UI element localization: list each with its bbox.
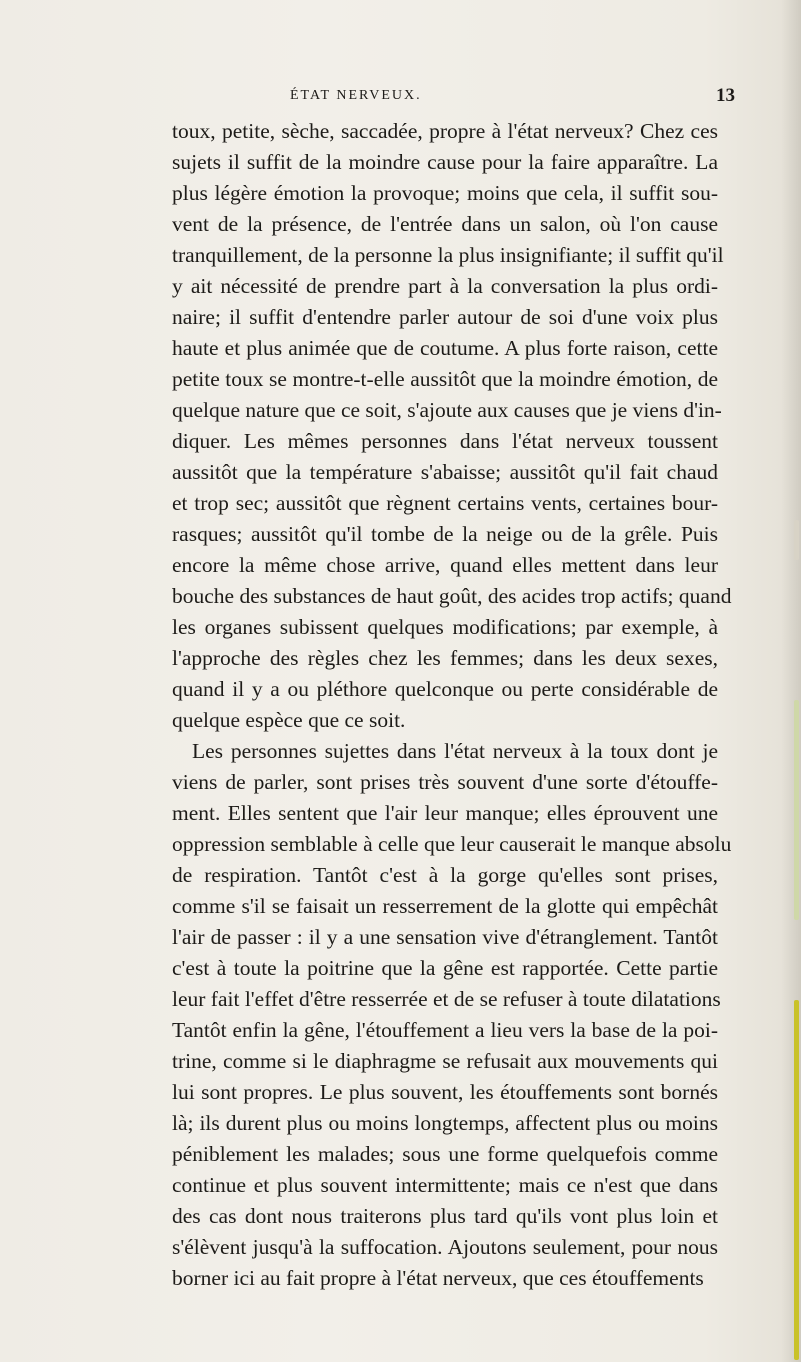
text-line: toux, petite, sèche, saccadée, propre à l'état nerveux? Chez ces	[172, 119, 718, 143]
text-line: c'est à toute la poitrine que la gêne est rapportée. Cette partie	[172, 956, 718, 980]
text-line: quelque nature que ce soit, s'ajoute aux causes que je viens d'in-	[172, 398, 722, 422]
text-line: viens de parler, sont prises très souvent d'une sorte d'étouffe-	[172, 770, 718, 794]
text-line: vent de la présence, de l'entrée dans un salon, où l'on cause	[172, 212, 718, 236]
page-edge-mark	[794, 520, 799, 560]
text-line: là; ils durent plus ou moins longtemps, affectent plus ou moins	[172, 1111, 718, 1135]
text-line: s'élèvent jusqu'à la suffocation. Ajoutons seulement, pour nous	[172, 1235, 718, 1259]
text-line: quelque espèce que ce soit.	[172, 708, 406, 732]
body-text	[172, 116, 732, 1294]
text-line: petite toux se montre-t-elle aussitôt que la moindre émotion, de	[172, 367, 718, 391]
text-line: les organes subissent quelques modifications; par exemple, à	[172, 615, 718, 639]
text-line: haute et plus animée que de coutume. A plus forte raison, cette	[172, 336, 718, 360]
text-line: rasques; aussitôt qu'il tombe de la neige ou de la grêle. Puis	[172, 522, 718, 546]
text-line: borner ici au fait propre à l'état nerveux, que ces étouffements	[172, 1266, 704, 1290]
text-line: tranquillement, de la personne la plus insignifiante; il suffit qu'il	[172, 243, 724, 267]
text-line: Tantôt enfin la gêne, l'étouffement a lieu vers la base de la poi-	[172, 1018, 718, 1042]
text-line: bouche des substances de haut goût, des acides trop actifs; quand	[172, 584, 732, 608]
text-line: lui sont propres. Le plus souvent, les étouffements sont bornés	[172, 1080, 718, 1104]
page-edge-mark	[794, 1000, 799, 1360]
text-line: péniblement les malades; sous une forme quelquefois comme	[172, 1142, 718, 1166]
text-line: continue et plus souvent intermittente; mais ce n'est que dans	[172, 1173, 718, 1197]
page-header	[0, 85, 801, 110]
text-line: naire; il suffit d'entendre parler autour de soi d'une voix plus	[172, 305, 718, 329]
text-line: l'approche des règles chez les femmes; dans les deux sexes,	[172, 646, 718, 670]
running-title: ÉTAT NERVEUX.	[290, 88, 422, 103]
text-line: des cas dont nous traiterons plus tard qu'ils vont plus loin et	[172, 1204, 718, 1228]
text-line: aussitôt que la température s'abaisse; aussitôt qu'il fait chaud	[172, 460, 718, 484]
text-line: y ait nécessité de prendre part à la conversation la plus ordi-	[172, 274, 718, 298]
text-line: et trop sec; aussitôt que règnent certains vents, certaines bour-	[172, 491, 718, 515]
text-line: ment. Elles sentent que l'air leur manque; elles éprouvent une	[172, 801, 718, 825]
page-number: 13	[716, 85, 735, 106]
text-line: leur fait l'effet d'être resserrée et de se refuser à toute dilatations	[172, 987, 721, 1011]
text-line: comme s'il se faisait un resserrement de la glotte qui empêchât	[172, 894, 718, 918]
text-line: oppression semblable à celle que leur causerait le manque absolu	[172, 832, 732, 856]
text-line: sujets il suffit de la moindre cause pour la faire apparaître. La	[172, 150, 718, 174]
text-line: l'air de passer : il y a une sensation vive d'étranglement. Tantôt	[172, 925, 718, 949]
text-line: quand il y a ou pléthore quelconque ou perte considérable de	[172, 677, 718, 701]
text-line: trine, comme si le diaphragme se refusait aux mouvements qui	[172, 1049, 718, 1073]
text-line: Les personnes sujettes dans l'état nerveux à la toux dont je	[192, 739, 718, 763]
text-line: diquer. Les mêmes personnes dans l'état nerveux toussent	[172, 429, 718, 453]
text-line: encore la même chose arrive, quand elles mettent dans leur	[172, 553, 718, 577]
text-line: plus légère émotion la provoque; moins que cela, il suffit sou-	[172, 181, 718, 205]
text-line: de respiration. Tantôt c'est à la gorge qu'elles sont prises,	[172, 863, 718, 887]
page-edge-mark	[794, 700, 799, 920]
